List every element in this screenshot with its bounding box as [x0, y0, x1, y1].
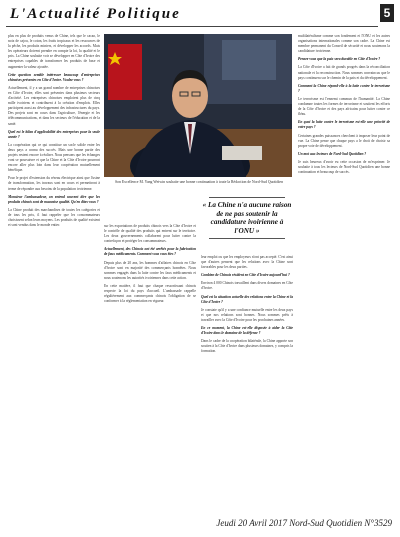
interview-question: En quoi la lutte contre le terrorisme est-elle une priorité de votre pays ? — [298, 120, 390, 130]
photo-caption: Son Excellence M. Yang Weiwin souhaite une bonne continuation à toute la Rédaction de Nord-Sud Quotidien — [114, 180, 284, 184]
interview-question: En ce moment, la Chine est-elle disposée à aider la Côte d'Ivoire dans le domaine de la défense ? — [201, 326, 293, 336]
pull-quote-box — [201, 194, 293, 242]
article-column-2 — [104, 224, 196, 514]
paragraph: leur emploi ou que les employeurs n'ont pas accepté. C'est ainsi que d'autres pensent que les relations avec la Chine sont favorables pour les deux parties. — [201, 255, 293, 270]
ambassador-photo — [104, 34, 292, 177]
paragraph: sur les exportations de produits chinois vers la Côte d'Ivoire et le contrôle de qualité des produits qui entrent sur le territoire. Les deux gouvernements collaborent pour lutter contre la contrefaçon et protéger les consommateurs. — [104, 224, 196, 244]
article-column-1 — [8, 34, 100, 514]
paragraph: Actuellement, il y a un grand nombre de entreprises chinoises en Côte d'Ivoire, elles sont présentes dans plusieurs secteurs d'activité. Les entreprises chinoises emploient plus de cinq mille ivoiriens et contribuent à la création d'emplois. Elles participent aussi au développement des infrastructures du pays. Des projets sont en cours dans l'agriculture, l'énergie et les télécommunications, et dans les secteurs de l'éducation et de la santé. — [8, 85, 100, 126]
interview-question: Actuellement, des Chinois ont été arrêtés pour la fabrication de faux médicaments. Comment vous vous êtes ? — [104, 247, 196, 257]
article-column-4 — [298, 34, 390, 514]
interview-question: Combien de Chinois résident en Côte d'Ivoire aujourd'hui ? — [201, 273, 290, 278]
footer-date-line: Jeudi 20 Avril 2017 Nord-Sud Quotidien N°3529 — [216, 518, 392, 528]
header-rule — [6, 26, 378, 27]
interview-question: Quel est le bilan d'applicabilité des entreprises pour la seule année ? — [8, 129, 100, 139]
interview-question: Quel est la situation actuelle des relations entre la Chine et la Côte d'Ivoire ? — [201, 294, 293, 304]
interview-question: Cette question semble intéresser beaucoup d'entreprises chinoises présentes en Côte d'Ivoire. Voulez-vous ? — [8, 72, 100, 82]
paragraph: La coopération qui ce qui constitue un socle solide entre les deux pays a connu des succès. Mais une bonne partie des projets restent encore à réaliser. Nous pensons que les échanges vont se poursuivre et que la Chine et la Côte d'Ivoire pourront encore aller plus loin dans leur coopération mutuellement bénéfique. — [8, 142, 100, 173]
interview-question: Comment la Chine répond-elle à la lutte contre le terrorisme ? — [298, 83, 390, 93]
paragraph: La Côte d'Ivoire a fait de grands progrès dans la réconciliation nationale et la reconstruction. Nous sommes convaincus que le pays continuera sur le chemin de la paix et du développement. — [298, 65, 390, 80]
article-column-3 — [201, 255, 293, 514]
pull-quote-rule-bottom — [209, 238, 285, 239]
interview-question: Monsieur l'ambassadeur, on entend souvent dire que les produits chinois sont de mauvaise qualité. Qu'en dites-vous ? — [8, 194, 100, 204]
paragraph: Je constate qu'il y a une confiance mutuelle entre les deux pays et que nos relations sont bonnes. Nous sommes prêts à travailler avec la Côte d'Ivoire pour les prochaines années. — [201, 307, 293, 322]
paragraph: Dans le cadre de la coopération bilatérale, la Chine apporte son soutien à la Côte d'Ivoire dans plusieurs domaines, y compris la formation. — [201, 339, 293, 354]
paragraph: Certaines grandes puissances cherchent à imposer leur point de vue. La Chine pense que chaque pays a le droit de choisir sa propre voie de développement. — [298, 133, 390, 148]
pull-quote: « La Chine n'a aucune raison de ne pas soutenir la candidature ivoirienne à l'ONU » — [202, 201, 292, 235]
interview-question: Pensez-vous que la paix sera durable en Côte d'Ivoire ? — [298, 57, 381, 62]
pull-quote-rule-top — [209, 197, 285, 198]
paragraph: multilatéralisme comme son fondement et l'ONU et les autres organisations internationales comme son cadre. La Chine est membre permanent du Conseil de sécurité et nous soutenons la candidature ivoirienne. — [298, 34, 390, 54]
interview-question: Un mot aux lecteurs de Nord-Sud Quotidien ? — [298, 151, 367, 156]
photo-illustration — [104, 34, 292, 177]
paragraph: En cette matière, il faut que chaque ressortissant chinois respecte la loi du pays d'accueil. L'ambassade rappelle régulièrement aux commerçants chinois l'obligation de se conformer à la réglementation en vigueur. — [104, 283, 196, 304]
page-header — [0, 0, 400, 30]
paragraph: plus en plus de produits venus de Chine, tels que le cacao, le noix de cajou, le coton, les fruits tropicaux et les ressources de la pêche, les produits miniers, et développer les accords. Mais les opérateurs doivent prendre en compte la loi, la qualité et le prix. La Chine souhaite voir se développer en Côte d'Ivoire des entreprises capables de transformer les produits de base et augmenter la valeur ajoutée. — [8, 34, 100, 69]
paragraph: Environ 4 000 Chinois travaillent dans divers domaines en Côte d'Ivoire. — [201, 281, 293, 291]
paragraph: Pour le projet d'extension du réseau électrique ainsi que l'usine de transformation, les travaux sont en cours et permettront à terme de répondre aux besoins de la population ivoirienne. — [8, 176, 100, 191]
section-title: L'Actualité Politique — [10, 6, 181, 22]
paragraph: Je suis heureux d'avoir eu cette occasion de m'exprimer. Je souhaite à tous les lecteurs de Nord-Sud Quotidien une bonne continuation et beaucoup de succès. — [298, 159, 390, 175]
paragraph: La Chine produit des marchandises de toutes les catégories et de tous les prix, il faut rappeler que les consommateurs choisissent selon leurs moyens. Les produits de qualité existent et sont vendus dans le monde entier. — [8, 207, 100, 228]
paragraph: Le terrorisme est l'ennemi commun de l'humanité. La Chine condamne toutes les formes de terrorisme et soutient les efforts de la Côte d'Ivoire et des pays africains pour lutter contre ce fléau. — [298, 96, 390, 117]
page-number: 5 — [380, 4, 394, 22]
paragraph: Depuis plus de 20 ans, les hommes d'affaires chinois en Côte d'Ivoire sont en majorité des commerçants honnêtes. Nous sommes engagés dans la lutte contre les faux médicaments et nous soutenons les autorités ivoiriennes dans cette action. — [104, 260, 196, 280]
